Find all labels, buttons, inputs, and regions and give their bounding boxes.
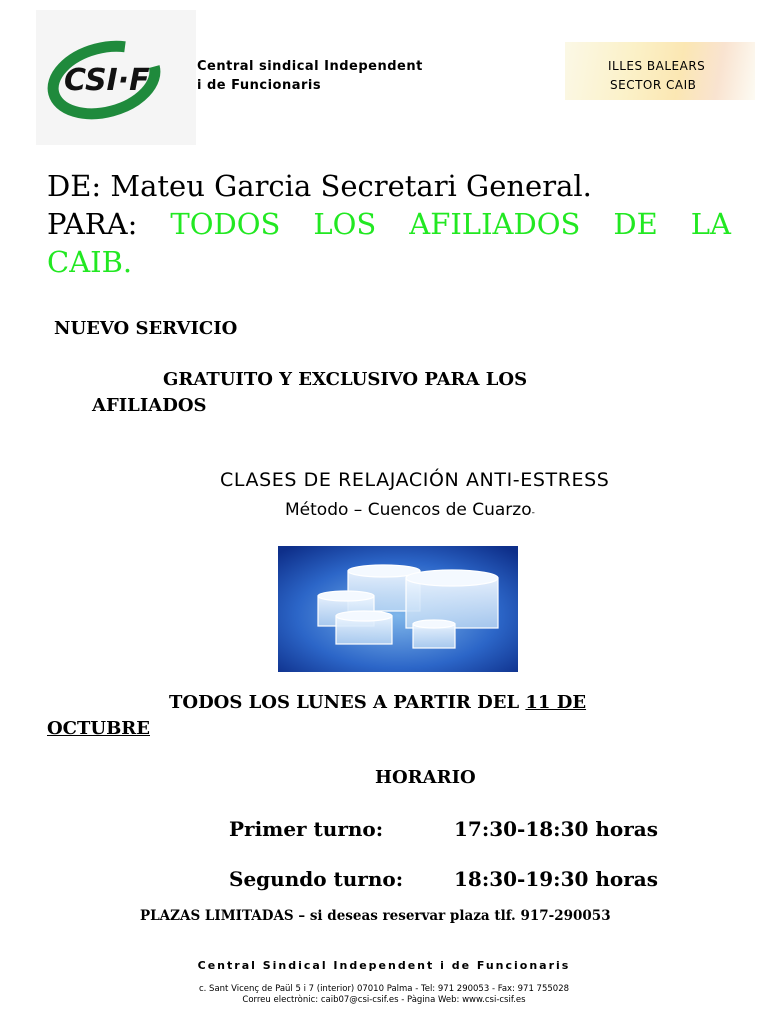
method-line	[285, 500, 535, 520]
turn1-time: 17:30-18:30 horas	[454, 817, 658, 841]
from-line	[47, 167, 731, 205]
memo-header	[47, 167, 731, 281]
footer-title: Central Sindical Independent i de Funcionaris	[197, 959, 571, 972]
region-line1: ILLES BALEARS	[608, 59, 706, 73]
to-value-line2: CAIB.	[47, 245, 133, 279]
footer-address	[0, 984, 768, 1006]
method-suffix: -	[531, 508, 535, 518]
to-line	[47, 205, 731, 243]
schedule-start-line	[169, 692, 586, 713]
svg-text:CSI·F: CSI·F	[64, 63, 150, 98]
quartz-bowls-image	[278, 546, 518, 672]
turn2-label: Segundo turno:	[229, 867, 404, 891]
org-name	[197, 57, 423, 95]
service-subheading-cont: AFILIADOS	[92, 395, 207, 416]
logo-panel	[36, 10, 196, 145]
schedule-start-month: OCTUBRE	[47, 718, 150, 739]
reservation-note: PLAZAS LIMITADAS – si deseas reservar plaza tlf. 917-290053	[140, 908, 611, 924]
service-heading: NUEVO SERVICIO	[54, 318, 238, 339]
schedule-start-date: 11 DE	[525, 692, 587, 713]
schedule-heading: HORARIO	[375, 767, 476, 788]
footer-contact-line: Correu electrònic: caib07@csi-csif.es - Pàgina Web: www.csi-csif.es	[242, 995, 526, 1005]
footer-address-line: c. Sant Vicenç de Paül 5 i 7 (interior) 07010 Palma - Tel: 971 290053 - Fax: 971 755028	[198, 984, 570, 994]
to-label: PARA:	[47, 207, 138, 241]
service-subheading: GRATUITO Y EXCLUSIVO PARA LOS	[163, 369, 528, 390]
class-title: CLASES DE RELAJACIÓN ANTI-ESTRESS	[220, 469, 610, 491]
org-name-line1: Central sindical Independent	[197, 59, 423, 74]
from-value: Mateu Garcia Secretari General.	[110, 169, 592, 203]
turn1-label: Primer turno:	[229, 817, 384, 841]
schedule-start-prefix: TODOS LOS LUNES A PARTIR DEL	[169, 692, 526, 713]
from-label: DE:	[47, 169, 102, 203]
method-text: Método – Cuencos de Cuarzo	[285, 500, 532, 520]
turn2-time: 18:30-19:30 horas	[454, 867, 658, 891]
region-label	[608, 57, 705, 95]
region-line2: SECTOR CAIB	[610, 78, 697, 92]
csif-logo	[46, 40, 186, 120]
org-name-line2: i de Funcionaris	[197, 78, 322, 93]
to-value: TODOS LOS AFILIADOS DE LA	[170, 207, 731, 241]
